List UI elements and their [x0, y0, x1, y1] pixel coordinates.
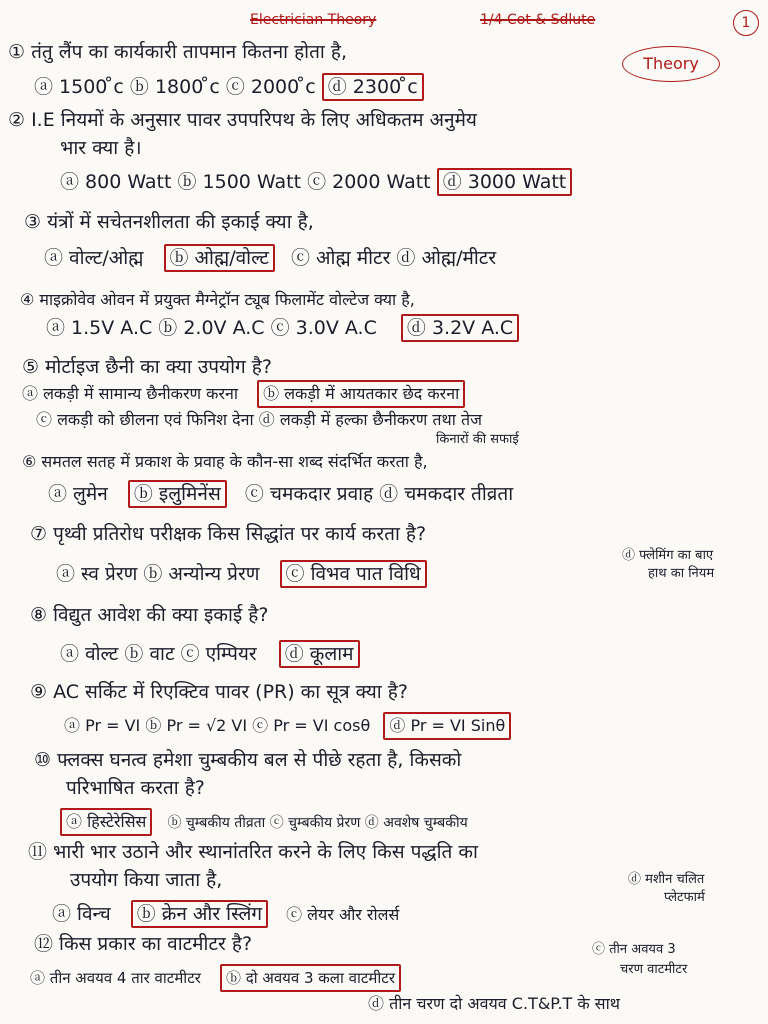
q5-answer: ⓑ लकड़ी में आयतकार छेद करना: [257, 380, 465, 408]
page-number: 1: [733, 10, 759, 36]
q5-options-cd: ⓒ लकड़ी को छीलना एवं फिनिश देना ⓓ लकड़ी में हल्का छैनीकरण तथा तेज: [36, 410, 482, 429]
q1-answer: ⓓ 2300 ̊c: [322, 73, 424, 101]
q2-question-cont: भार क्या है।: [60, 137, 142, 159]
q12-answer: ⓑ दो अवयव 3 कला वाटमीटर: [220, 964, 401, 992]
struck-subtitle: 1/4 Cot & Sdlute: [480, 12, 596, 28]
q3-options: [44, 244, 496, 272]
q8-options: [60, 640, 360, 668]
q11-option-d: ⓓ मशीन चलित: [628, 872, 705, 887]
q6-question: ⑥ समतल सतह में प्रकाश के प्रवाह के कौन-सा शब्द संदर्भित करता है,: [22, 452, 428, 471]
q6-answer: ⓑ इलुमिनेंस: [128, 480, 227, 508]
q4-question: ④ माइक्रोवेव ओवन में प्रयुक्त मैग्नेट्रॉन ट्यूब फिलामेंट वोल्टेज क्या है,: [20, 290, 415, 309]
q7-option-ab: ⓐ स्व प्रेरण ⓑ अन्योन्य प्रेरण: [56, 563, 260, 585]
q6-option-a: ⓐ लुमेन: [48, 483, 108, 505]
q12-option-c: ⓒ तीन अवयव 3: [592, 942, 676, 957]
q1-option-list: ⓐ 1500 ̊c ⓑ 1800 ̊c ⓒ 2000 ̊c: [34, 76, 316, 98]
q3-question: ③ यंत्रों में सचेतनशीलता की इकाई क्या है,: [24, 211, 314, 233]
q10-options-rest: ⓑ चुम्बकीय तीव्रता ⓒ चुम्बकीय प्रेरण ⓓ अवशेष चुम्बकीय: [167, 815, 468, 831]
q6-options-rest: ⓒ चमकदार प्रवाह ⓓ चमकदार तीव्रता: [244, 483, 514, 505]
q2-question: ② I.E नियमों के अनुसार पावर उपपरिपथ के लिए अधिकतम अनुमेय: [8, 109, 477, 131]
q10-answer: ⓐ हिस्टेरेसिस: [60, 808, 152, 836]
q1-question: ① तंतु लैंप का कार्यकारी तापमान कितना होता है,: [8, 41, 348, 63]
struck-title: Electrician Theory: [250, 12, 377, 28]
q7-answer: ⓒ विभव पात विधि: [280, 560, 427, 588]
q11-question: ⑪ भारी भार उठाने और स्थानांतरित करने के लिए किस पद्धति का: [28, 841, 478, 863]
q9-option-list: ⓐ Pr = VI ⓑ Pr = √2 VI ⓒ Pr = VI cosθ: [64, 716, 371, 735]
q10-options: [60, 808, 468, 836]
q9-question: ⑨ AC सर्किट में रिएक्टिव पावर (PR) का सूत्र क्या है?: [30, 681, 408, 703]
q11-answer: ⓑ क्रेन और स्लिंग: [131, 900, 268, 928]
q11-options: [52, 900, 399, 928]
q3-answer: ⓑ ओह्म/वोल्ट: [164, 244, 275, 272]
q10-question: ⑩ फ्लक्स घनत्व हमेशा चुम्बकीय बल से पीछे रहता है, किसको: [34, 749, 462, 771]
q12-option-d: ⓓ तीन चरण दो अवयव C.T&P.T के साथ: [368, 994, 620, 1013]
q9-options: [64, 712, 511, 740]
q10-question-cont: परिभाषित करता है?: [66, 777, 205, 799]
q2-answer: ⓓ 3000 Watt: [437, 168, 573, 196]
q12-option-a: ⓐ तीन अवयव 4 तार वाटमीटर: [30, 969, 201, 987]
q1-options: [34, 73, 424, 101]
q8-question: ⑧ विद्युत आवेश की क्या इकाई है?: [30, 604, 269, 626]
page-header: [0, 6, 768, 36]
q5-question: ⑤ मोर्टाइज छैनी का क्या उपयोग है?: [22, 356, 272, 378]
q5-options-ab: [22, 380, 465, 408]
q7-options: [56, 560, 427, 588]
q11-option-c: ⓒ लेयर और रोलर्स: [286, 905, 400, 924]
q7-question: ⑦ पृथ्वी प्रतिरोध परीक्षक किस सिद्धांत पर कार्य करता है?: [30, 523, 427, 545]
q4-option-list: ⓐ 1.5V A.C ⓑ 2.0V A.C ⓒ 3.0V A.C: [46, 317, 377, 339]
q2-options: [60, 168, 572, 196]
q3-option-a: ⓐ वोल्ट/ओह्म: [44, 247, 144, 269]
theory-tag: Theory: [622, 46, 720, 82]
q12-option-c-cont: चरण वाटमीटर: [620, 962, 688, 977]
q8-answer: ⓓ कूलाम: [279, 640, 360, 668]
q7-option-d: ⓓ फ्लेमिंग का बाए: [622, 548, 714, 563]
q4-options: [46, 314, 519, 342]
q12-question: ⑫ किस प्रकार का वाटमीटर है?: [34, 933, 253, 955]
q2-option-list: ⓐ 800 Watt ⓑ 1500 Watt ⓒ 2000 Watt: [60, 171, 431, 193]
q8-option-list: ⓐ वोल्ट ⓑ वाट ⓒ एम्पियर: [60, 643, 257, 665]
q9-answer: ⓓ Pr = VI Sinθ: [383, 712, 511, 740]
q11-option-a: ⓐ विन्च: [52, 903, 111, 925]
q3-options-rest: ⓒ ओह्म मीटर ⓓ ओह्म/मीटर: [291, 247, 497, 269]
q11-question-cont: उपयोग किया जाता है,: [70, 869, 223, 891]
q5-option-a: ⓐ लकड़ी में सामान्य छैनीकरण करना: [22, 384, 239, 403]
q6-options: [48, 480, 513, 508]
q4-answer: ⓓ 3.2V A.C: [401, 314, 519, 342]
q5-option-d-cont: किनारों की सफाई: [436, 432, 519, 447]
q12-options: [30, 964, 401, 992]
q7-option-d-cont: हाथ का नियम: [648, 566, 715, 581]
q11-option-d-cont: प्लेटफार्म: [664, 890, 705, 905]
